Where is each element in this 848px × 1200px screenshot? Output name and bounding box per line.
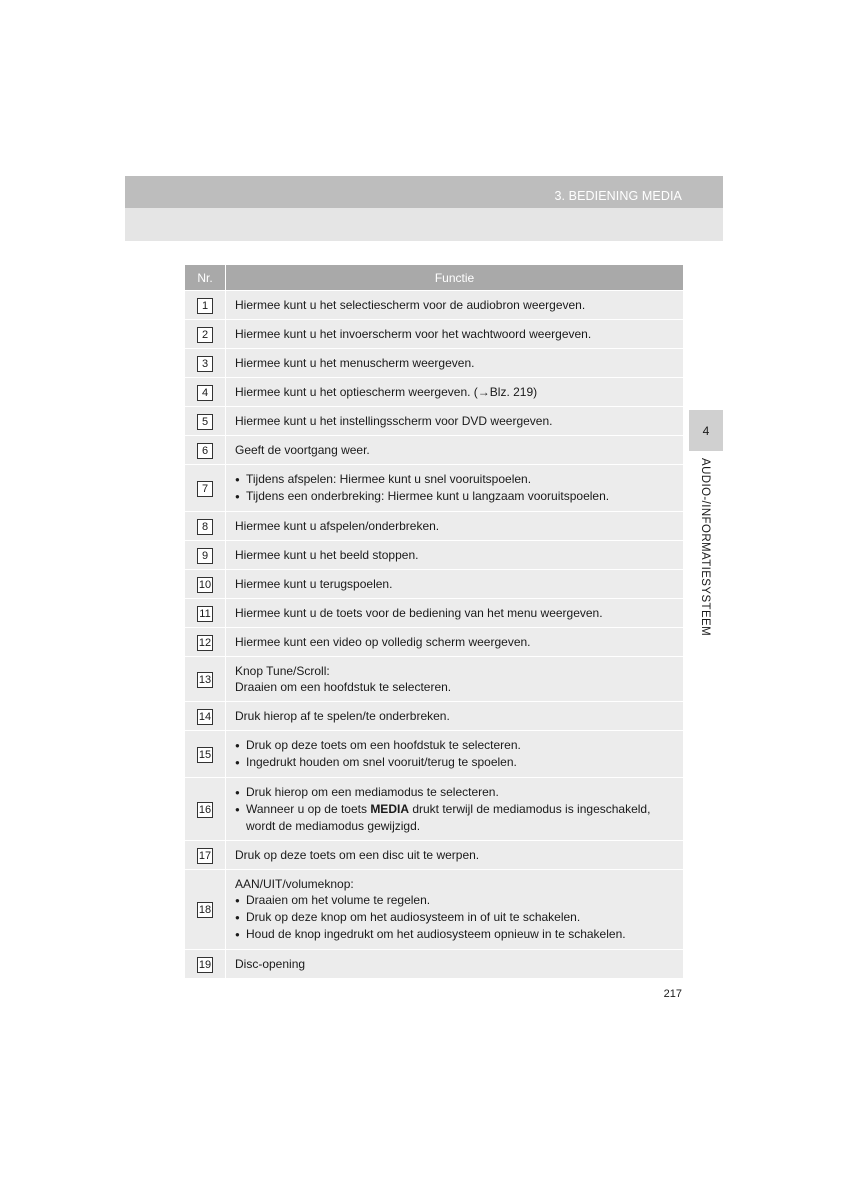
bullet-item: ● Druk hierop om een mediamodus te selecteren. bbox=[235, 784, 675, 801]
table-row bbox=[185, 731, 683, 777]
table-row bbox=[185, 870, 683, 949]
function-description: Druk hierop af te spelen/te onderbreken. bbox=[226, 702, 683, 730]
table-row bbox=[185, 436, 683, 464]
function-description: Hiermee kunt u afspelen/onderbreken. bbox=[226, 512, 683, 540]
item-number-badge: 14 bbox=[198, 710, 212, 723]
header-band bbox=[125, 208, 723, 241]
item-number-badge: 11 bbox=[197, 606, 213, 622]
function-description: Hiermee kunt een video op volledig scherm weergeven. bbox=[226, 628, 683, 656]
item-number-badge: 17 bbox=[198, 849, 212, 862]
bullet-item: ● Draaien om het volume te regelen. bbox=[235, 892, 675, 909]
item-number-badge: 18 bbox=[198, 904, 212, 916]
item-number-badge: 8 bbox=[197, 519, 213, 535]
item-number-badge: 2 bbox=[197, 327, 213, 343]
table-row bbox=[185, 657, 683, 701]
item-number-badge: 15 bbox=[198, 748, 212, 761]
chapter-label-container bbox=[689, 458, 723, 678]
table-row bbox=[185, 599, 683, 627]
page-number: 217 bbox=[663, 988, 682, 1000]
item-number-badge: 5 bbox=[197, 414, 213, 430]
bullet-item: ● Druk op deze toets om een hoofdstuk te selecteren. bbox=[235, 737, 675, 754]
function-description bbox=[226, 778, 683, 840]
function-description: Hiermee kunt u de toets voor de bediening van het menu weergeven. bbox=[226, 599, 683, 627]
table-row bbox=[185, 778, 683, 840]
function-description: Hiermee kunt u het optiescherm weergeven. (→Blz. 219) bbox=[226, 378, 683, 406]
table-row bbox=[185, 378, 683, 406]
function-description: Hiermee kunt u het menuscherm weergeven. bbox=[226, 349, 683, 377]
function-table bbox=[185, 264, 683, 979]
function-description: Druk op deze toets om een disc uit te werpen. bbox=[226, 841, 683, 869]
bullet-item: ● Tijdens een onderbreking: Hiermee kunt u langzaam vooruitspoelen. bbox=[235, 488, 675, 505]
function-description: Hiermee kunt u het instellingsscherm voor DVD weergeven. bbox=[226, 407, 683, 435]
item-number-badge: 7 bbox=[197, 481, 213, 497]
description-line: Draaien om een hoofdstuk te selecteren. bbox=[235, 680, 452, 694]
item-number-badge: 10 bbox=[198, 578, 212, 591]
bullet-item: ● Tijdens afspelen: Hiermee kunt u snel vooruitspoelen. bbox=[235, 471, 675, 488]
table-row bbox=[185, 512, 683, 540]
table-row bbox=[185, 349, 683, 377]
function-description: Disc-opening bbox=[226, 950, 683, 978]
chapter-tab bbox=[689, 410, 723, 451]
function-description: Hiermee kunt u terugspoelen. bbox=[226, 570, 683, 598]
header-nr: Nr. bbox=[185, 265, 226, 290]
item-number-badge: 12 bbox=[198, 636, 212, 649]
table-header-row bbox=[185, 265, 683, 290]
header-functie: Functie bbox=[226, 265, 683, 290]
function-description: Geeft de voortgang weer. bbox=[226, 436, 683, 464]
function-description: Hiermee kunt u het beeld stoppen. bbox=[226, 541, 683, 569]
bullet-item: ● Ingedrukt houden om snel vooruit/terug te spoelen. bbox=[235, 754, 675, 771]
item-number-badge: 9 bbox=[197, 548, 213, 564]
table-row bbox=[185, 407, 683, 435]
chapter-number: 4 bbox=[702, 423, 710, 438]
item-number-badge: 16 bbox=[198, 803, 212, 816]
bullet-text-post: drukt terwijl de mediamodus is ingeschakeld, wordt de mediamodus gewijzigd. bbox=[246, 802, 651, 833]
table-row bbox=[185, 465, 683, 511]
table-row bbox=[185, 702, 683, 730]
item-number-badge: 3 bbox=[197, 356, 213, 372]
function-description bbox=[226, 465, 683, 511]
item-number-badge: 1 bbox=[197, 298, 213, 314]
media-key-label: MEDIA bbox=[370, 802, 409, 816]
description-line: Knop Tune/Scroll: bbox=[235, 664, 330, 678]
bullet-item bbox=[235, 801, 675, 834]
table-row bbox=[185, 950, 683, 978]
bullet-text-pre: Wanneer u op de toets bbox=[246, 802, 371, 816]
item-number-badge: 19 bbox=[198, 958, 212, 971]
item-number-badge: 13 bbox=[198, 673, 212, 686]
table-row bbox=[185, 541, 683, 569]
item-number-badge: 6 bbox=[197, 443, 213, 459]
function-description: Hiermee kunt u het selectiescherm voor de audiobron weergeven. bbox=[226, 291, 683, 319]
item-number-badge: 4 bbox=[197, 385, 213, 401]
section-header-bar bbox=[125, 176, 723, 208]
table-row bbox=[185, 841, 683, 869]
description-line: AAN/UIT/volumeknop: bbox=[235, 877, 354, 891]
table-row bbox=[185, 570, 683, 598]
function-description bbox=[226, 870, 683, 949]
table-row bbox=[185, 291, 683, 319]
function-description bbox=[226, 731, 683, 777]
table-row bbox=[185, 628, 683, 656]
function-description bbox=[226, 657, 683, 701]
section-title: 3. BEDIENING MEDIA bbox=[554, 189, 682, 203]
chapter-label: AUDIO-/INFORMATIESYSTEEM bbox=[699, 458, 711, 637]
table-row bbox=[185, 320, 683, 348]
function-description: Hiermee kunt u het invoerscherm voor het wachtwoord weergeven. bbox=[226, 320, 683, 348]
bullet-item: ● Druk op deze knop om het audiosysteem in of uit te schakelen. bbox=[235, 909, 675, 926]
bullet-item: ● Houd de knop ingedrukt om het audiosysteem opnieuw in te schakelen. bbox=[235, 926, 675, 943]
